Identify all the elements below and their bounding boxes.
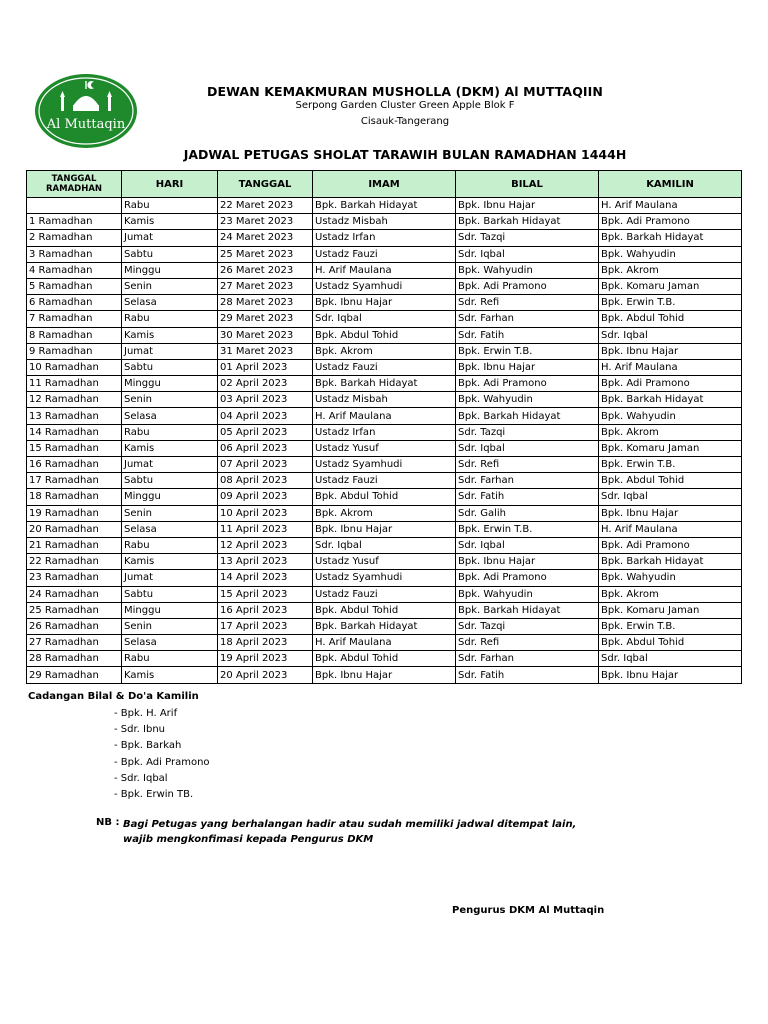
cell-imam: Bpk. Abdul Tohid [313,489,456,505]
cell-kamilin: Bpk. Abdul Tohid [599,473,742,489]
cadangan-title: Cadangan Bilal & Do'a Kamilin [28,691,199,702]
cell-tanggal-ramadhan: 25 Ramadhan [27,602,122,618]
cell-bilal: Bpk. Barkah Hidayat [456,408,599,424]
table-row [27,570,742,586]
table-row [27,392,742,408]
cell-imam: H. Arif Maulana [313,262,456,278]
cell-bilal: Bpk. Erwin T.B. [456,521,599,537]
cell-bilal: Bpk. Barkah Hidayat [456,602,599,618]
cell-hari: Rabu [122,651,218,667]
table-header-row [27,171,742,198]
cell-hari: Jumat [122,457,218,473]
cell-tanggal-ramadhan: 2 Ramadhan [27,230,122,246]
cell-tanggal: 06 April 2023 [218,440,313,456]
cell-tanggal: 03 April 2023 [218,392,313,408]
cell-tanggal-ramadhan: 13 Ramadhan [27,408,122,424]
cell-hari: Kamis [122,667,218,683]
cell-tanggal: 17 April 2023 [218,618,313,634]
list-item: - Bpk. Barkah [114,740,182,752]
cell-tanggal-ramadhan: 20 Ramadhan [27,521,122,537]
cell-tanggal-ramadhan: 23 Ramadhan [27,570,122,586]
cell-imam: Bpk. Ibnu Hajar [313,521,456,537]
cell-hari: Rabu [122,424,218,440]
cell-bilal: Bpk. Barkah Hidayat [456,214,599,230]
cell-tanggal-ramadhan: 19 Ramadhan [27,505,122,521]
cell-tanggal-ramadhan: 27 Ramadhan [27,635,122,651]
cell-kamilin: Bpk. Adi Pramono [599,376,742,392]
note-line-2: wajib mengkonfimasi kepada Pengurus DKM [123,834,374,845]
cell-imam: Bpk. Barkah Hidayat [313,198,456,214]
cell-imam: Ustadz Fauzi [313,359,456,375]
table-row [27,521,742,537]
cell-kamilin: Bpk. Abdul Tohid [599,635,742,651]
cell-tanggal-ramadhan: 21 Ramadhan [27,537,122,553]
cell-imam: Ustadz Syamhudi [313,457,456,473]
cell-kamilin: H. Arif Maulana [599,359,742,375]
cell-tanggal-ramadhan: 11 Ramadhan [27,376,122,392]
cell-kamilin: Bpk. Komaru Jaman [599,440,742,456]
col-header-imam: IMAM [313,171,456,198]
table-row [27,667,742,683]
cell-hari: Selasa [122,295,218,311]
cell-hari: Rabu [122,537,218,553]
cell-tanggal-ramadhan: 17 Ramadhan [27,473,122,489]
table-row [27,554,742,570]
cell-tanggal: 18 April 2023 [218,635,313,651]
cell-tanggal-ramadhan: 8 Ramadhan [27,327,122,343]
table-row [27,230,742,246]
cell-tanggal-ramadhan: 1 Ramadhan [27,214,122,230]
cadangan-list [114,706,210,803]
list-item: - Bpk. H. Arif [114,708,178,719]
mosque-dome-logo-icon [33,72,139,150]
cell-imam: Ustadz Syamhudi [313,278,456,294]
table-row [27,343,742,359]
cell-tanggal: 19 April 2023 [218,651,313,667]
cell-imam: Bpk. Akrom [313,505,456,521]
cell-tanggal: 26 Maret 2023 [218,262,313,278]
table-row [27,537,742,553]
cell-imam: Bpk. Barkah Hidayat [313,618,456,634]
cell-tanggal-ramadhan: 3 Ramadhan [27,246,122,262]
cell-tanggal: 20 April 2023 [218,667,313,683]
cell-tanggal: 29 Maret 2023 [218,311,313,327]
cell-imam: Bpk. Abdul Tohid [313,651,456,667]
cell-tanggal: 09 April 2023 [218,489,313,505]
cell-bilal: Sdr. Tazqi [456,424,599,440]
cell-imam: Sdr. Iqbal [313,537,456,553]
cell-hari: Kamis [122,214,218,230]
cell-imam: Ustadz Yusuf [313,554,456,570]
cell-tanggal: 31 Maret 2023 [218,343,313,359]
cell-bilal: Sdr. Refi [456,635,599,651]
cell-kamilin: Bpk. Barkah Hidayat [599,554,742,570]
cell-kamilin: Bpk. Barkah Hidayat [599,230,742,246]
cell-imam: Sdr. Iqbal [313,311,456,327]
cell-tanggal: 30 Maret 2023 [218,327,313,343]
cell-tanggal: 14 April 2023 [218,570,313,586]
cell-tanggal: 25 Maret 2023 [218,246,313,262]
cell-hari: Sabtu [122,359,218,375]
table-row [27,457,742,473]
cell-kamilin: Bpk. Komaru Jaman [599,602,742,618]
cell-hari: Selasa [122,521,218,537]
cell-kamilin: Sdr. Iqbal [599,489,742,505]
cell-tanggal-ramadhan: 12 Ramadhan [27,392,122,408]
cell-tanggal: 28 Maret 2023 [218,295,313,311]
note-label: NB : [96,817,120,828]
document-title: JADWAL PETUGAS SHOLAT TARAWIH BULAN RAMADHAN 1444H [183,147,627,162]
cell-bilal: Bpk. Erwin T.B. [456,343,599,359]
cell-kamilin: Bpk. Wahyudin [599,246,742,262]
cell-bilal: Sdr. Refi [456,457,599,473]
table-row [27,505,742,521]
cell-kamilin: Bpk. Wahyudin [599,570,742,586]
cell-bilal: Bpk. Wahyudin [456,392,599,408]
cell-bilal: Bpk. Adi Pramono [456,278,599,294]
list-item: - Sdr. Ibnu [114,724,166,736]
cell-hari: Sabtu [122,473,218,489]
address-line-2: Cisauk-Tangerang [360,116,450,127]
cell-tanggal-ramadhan: 5 Ramadhan [27,278,122,294]
cell-kamilin: Bpk. Akrom [599,262,742,278]
cell-imam: Bpk. Barkah Hidayat [313,376,456,392]
cell-kamilin: Bpk. Adi Pramono [599,537,742,553]
cell-tanggal-ramadhan [27,198,122,214]
cell-bilal: Sdr. Galih [456,505,599,521]
cell-imam: Bpk. Abdul Tohid [313,327,456,343]
cell-imam: Ustadz Misbah [313,214,456,230]
table-row [27,376,742,392]
cell-hari: Jumat [122,230,218,246]
cell-tanggal: 11 April 2023 [218,521,313,537]
cell-kamilin: Bpk. Erwin T.B. [599,618,742,634]
table-row [27,262,742,278]
cell-hari: Senin [122,505,218,521]
cell-tanggal-ramadhan: 29 Ramadhan [27,667,122,683]
cell-imam: Ustadz Fauzi [313,473,456,489]
table-row [27,618,742,634]
col-header-tanggal: TANGGAL [218,171,313,198]
col-header-bilal: BILAL [456,171,599,198]
table-row [27,295,742,311]
note-text [123,817,643,847]
cell-tanggal-ramadhan: 15 Ramadhan [27,440,122,456]
table-row [27,214,742,230]
cell-hari: Kamis [122,327,218,343]
logo-text: Al Muttaqin [46,117,126,132]
cell-tanggal-ramadhan: 24 Ramadhan [27,586,122,602]
cell-kamilin: Bpk. Erwin T.B. [599,457,742,473]
cell-hari: Minggu [122,602,218,618]
list-item: - Bpk. Adi Pramono [114,756,210,768]
cell-imam: H. Arif Maulana [313,635,456,651]
cell-bilal: Bpk. Wahyudin [456,586,599,602]
cell-tanggal: 01 April 2023 [218,359,313,375]
table-row [27,440,742,456]
cell-imam: Ustadz Syamhudi [313,570,456,586]
cell-hari: Senin [122,278,218,294]
cell-hari: Jumat [122,343,218,359]
table-row [27,278,742,294]
cell-bilal: Bpk. Adi Pramono [456,376,599,392]
cell-tanggal: 08 April 2023 [218,473,313,489]
col-header-kamilin: KAMILIN [599,171,742,198]
cell-imam: Bpk. Akrom [313,343,456,359]
cell-bilal: Bpk. Ibnu Hajar [456,554,599,570]
cell-bilal: Sdr. Refi [456,295,599,311]
col-header-hari: HARI [122,171,218,198]
cell-kamilin: H. Arif Maulana [599,198,742,214]
cell-kamilin: Bpk. Komaru Jaman [599,278,742,294]
cell-imam: H. Arif Maulana [313,408,456,424]
cell-kamilin: Bpk. Akrom [599,424,742,440]
cell-bilal: Bpk. Ibnu Hajar [456,198,599,214]
cell-tanggal: 04 April 2023 [218,408,313,424]
cell-bilal: Sdr. Farhan [456,651,599,667]
schedule-table [26,170,742,684]
cell-tanggal-ramadhan: 6 Ramadhan [27,295,122,311]
cell-imam: Ustadz Yusuf [313,440,456,456]
table-row [27,359,742,375]
cell-bilal: Sdr. Tazqi [456,618,599,634]
cell-hari: Senin [122,392,218,408]
cell-kamilin: Sdr. Iqbal [599,651,742,667]
cell-tanggal-ramadhan: 16 Ramadhan [27,457,122,473]
cell-bilal: Sdr. Farhan [456,311,599,327]
cell-tanggal: 24 Maret 2023 [218,230,313,246]
cell-hari: Sabtu [122,246,218,262]
cell-tanggal: 15 April 2023 [218,586,313,602]
cell-imam: Ustadz Misbah [313,392,456,408]
list-item: - Bpk. Erwin TB. [114,788,194,800]
org-logo [33,72,139,150]
cell-imam: Ustadz Fauzi [313,586,456,602]
table-row [27,246,742,262]
cell-bilal: Sdr. Fatih [456,667,599,683]
col-header-tanggal-ramadhan: TANGGAL RAMADHAN [27,171,122,198]
cell-tanggal: 27 Maret 2023 [218,278,313,294]
cell-bilal: Sdr. Iqbal [456,246,599,262]
table-body [27,198,742,684]
cell-tanggal-ramadhan: 4 Ramadhan [27,262,122,278]
table-row [27,635,742,651]
cell-bilal: Sdr. Fatih [456,489,599,505]
table-row [27,473,742,489]
cell-hari: Kamis [122,554,218,570]
cell-tanggal-ramadhan: 7 Ramadhan [27,311,122,327]
cell-tanggal: 07 April 2023 [218,457,313,473]
table-row [27,327,742,343]
cell-tanggal-ramadhan: 10 Ramadhan [27,359,122,375]
signoff: Pengurus DKM Al Muttaqin [452,905,605,916]
table-row [27,651,742,667]
cell-bilal: Sdr. Iqbal [456,440,599,456]
cell-kamilin: Bpk. Wahyudin [599,408,742,424]
cell-tanggal: 13 April 2023 [218,554,313,570]
cell-hari: Senin [122,618,218,634]
list-item: - Sdr. Iqbal [114,772,168,784]
cell-imam: Ustadz Irfan [313,424,456,440]
cell-kamilin: H. Arif Maulana [599,521,742,537]
table-row [27,408,742,424]
cell-tanggal: 22 Maret 2023 [218,198,313,214]
address-line-1: Serpong Garden Cluster Green Apple Blok F [295,100,515,111]
cell-kamilin: Bpk. Abdul Tohid [599,311,742,327]
cell-hari: Minggu [122,489,218,505]
cell-hari: Minggu [122,262,218,278]
cell-kamilin: Bpk. Ibnu Hajar [599,343,742,359]
cell-tanggal: 16 April 2023 [218,602,313,618]
cell-tanggal-ramadhan: 22 Ramadhan [27,554,122,570]
cell-bilal: Sdr. Farhan [456,473,599,489]
cell-hari: Kamis [122,440,218,456]
cell-bilal: Sdr. Tazqi [456,230,599,246]
cell-kamilin: Bpk. Ibnu Hajar [599,667,742,683]
cell-imam: Bpk. Ibnu Hajar [313,295,456,311]
note-line-1: Bagi Petugas yang berhalangan hadir atau sudah memiliki jadwal ditempat lain, [123,819,577,830]
cell-tanggal-ramadhan: 26 Ramadhan [27,618,122,634]
table-row [27,198,742,214]
cell-kamilin: Bpk. Ibnu Hajar [599,505,742,521]
cell-imam: Ustadz Fauzi [313,246,456,262]
cell-bilal: Sdr. Fatih [456,327,599,343]
cell-bilal: Bpk. Adi Pramono [456,570,599,586]
cell-imam: Bpk. Abdul Tohid [313,602,456,618]
cell-tanggal-ramadhan: 9 Ramadhan [27,343,122,359]
cell-tanggal: 10 April 2023 [218,505,313,521]
cell-tanggal: 23 Maret 2023 [218,214,313,230]
cell-hari: Minggu [122,376,218,392]
cell-tanggal: 02 April 2023 [218,376,313,392]
cell-tanggal: 05 April 2023 [218,424,313,440]
cell-hari: Rabu [122,198,218,214]
cell-hari: Selasa [122,635,218,651]
table-row [27,311,742,327]
cell-kamilin: Sdr. Iqbal [599,327,742,343]
cell-imam: Bpk. Ibnu Hajar [313,667,456,683]
cell-tanggal-ramadhan: 14 Ramadhan [27,424,122,440]
cell-imam: Ustadz Irfan [313,230,456,246]
table-row [27,424,742,440]
cell-tanggal-ramadhan: 18 Ramadhan [27,489,122,505]
cell-kamilin: Bpk. Adi Pramono [599,214,742,230]
cell-kamilin: Bpk. Akrom [599,586,742,602]
cell-hari: Rabu [122,311,218,327]
cell-tanggal-ramadhan: 28 Ramadhan [27,651,122,667]
cell-kamilin: Bpk. Erwin T.B. [599,295,742,311]
cell-kamilin: Bpk. Barkah Hidayat [599,392,742,408]
org-name: DEWAN KEMAKMURAN MUSHOLLA (DKM) Al MUTTAQIIN [206,84,603,99]
table-row [27,489,742,505]
cell-bilal: Bpk. Wahyudin [456,262,599,278]
cell-hari: Jumat [122,570,218,586]
cell-bilal: Sdr. Iqbal [456,537,599,553]
cell-hari: Sabtu [122,586,218,602]
cell-tanggal: 12 April 2023 [218,537,313,553]
table-row [27,586,742,602]
cell-bilal: Bpk. Ibnu Hajar [456,359,599,375]
table-row [27,602,742,618]
cell-hari: Selasa [122,408,218,424]
